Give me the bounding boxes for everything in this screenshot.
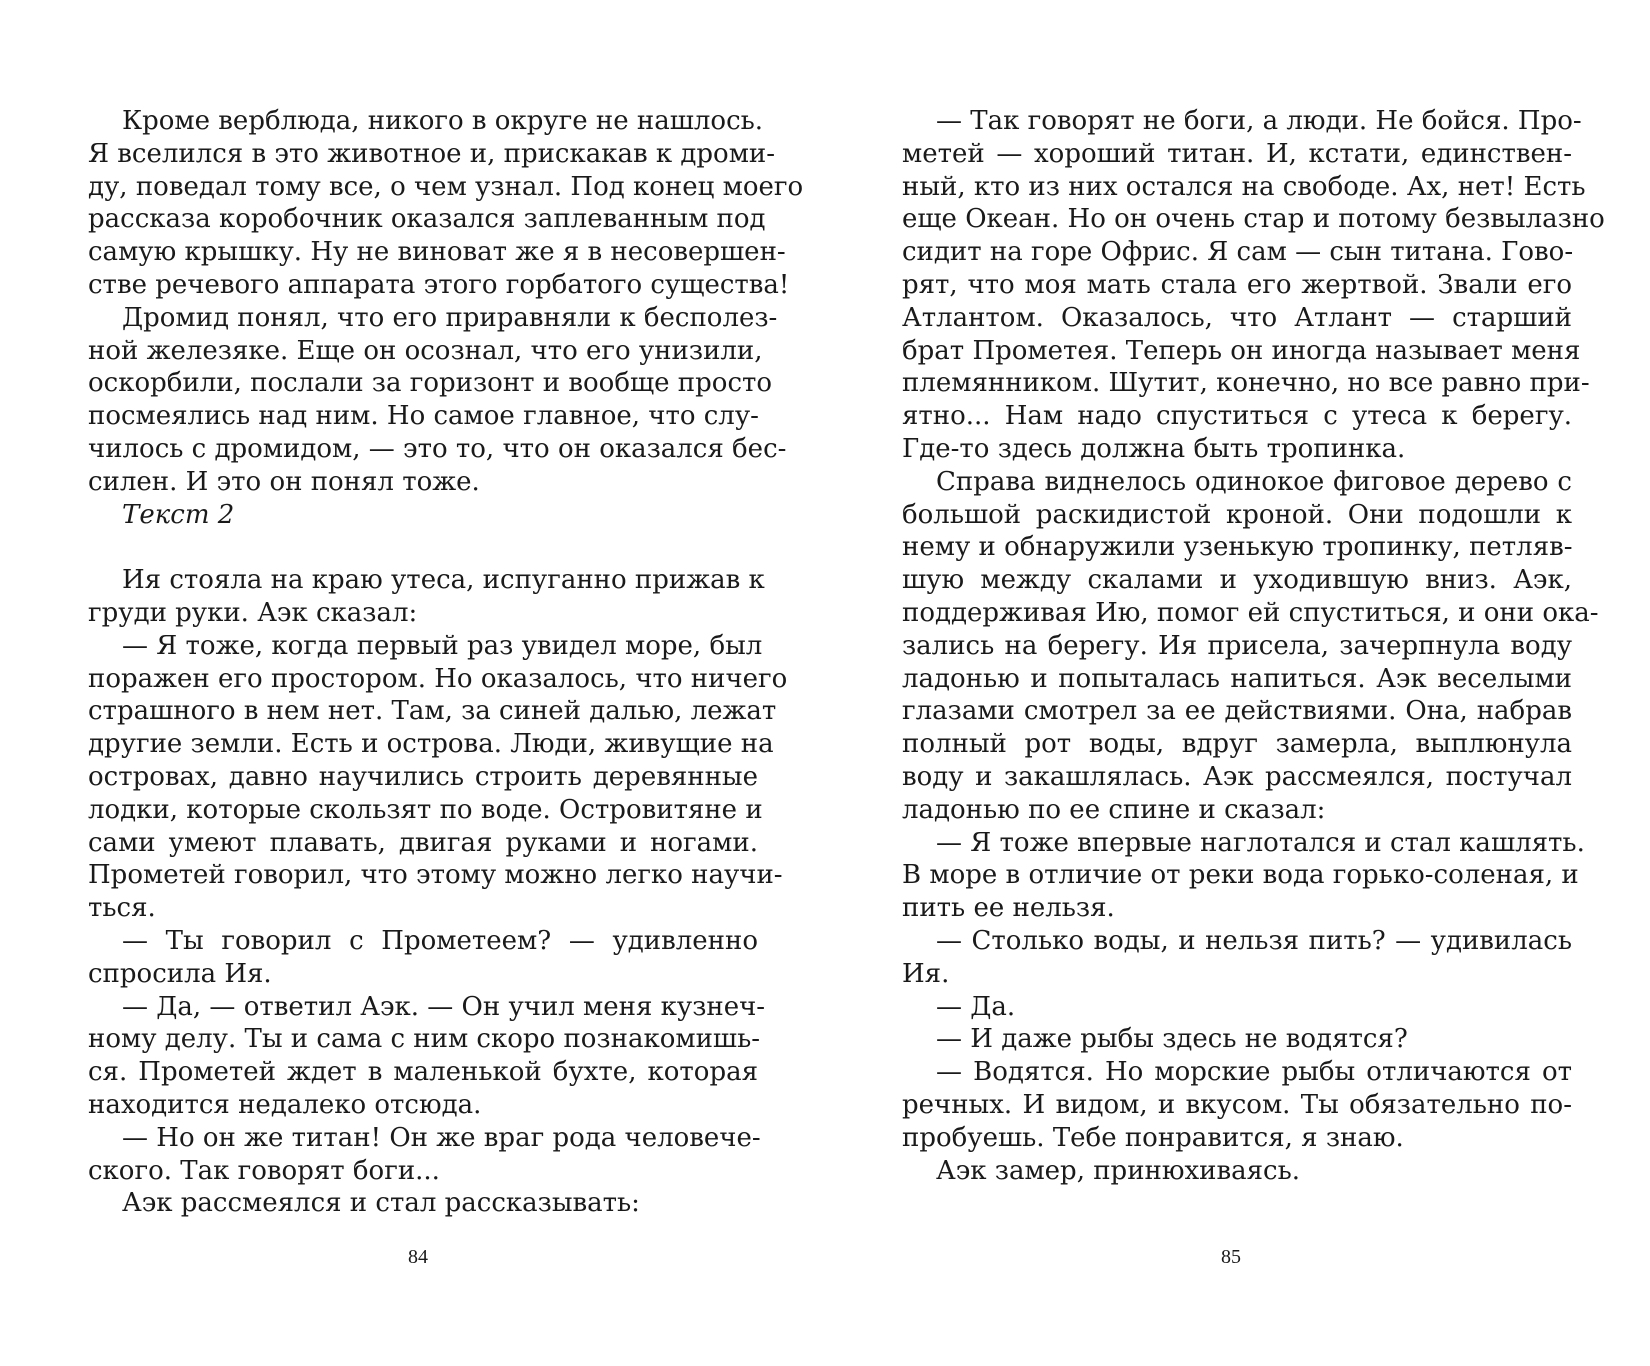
- text-line: Прометей говорил, что этому можно легко научи-: [88, 860, 783, 891]
- text-line: зались на берегу. Ия присела, зачерпнула воду: [902, 630, 1572, 661]
- text-line: большой раскидистой кроной. Они подошли к: [902, 499, 1572, 530]
- left-page-body: [88, 105, 804, 1220]
- text-line: — Так говорят не боги, а люди. Не бойся. Про-: [936, 106, 1582, 136]
- text-line: [88, 531, 758, 564]
- text-line: нему и обнаружили узенькую тропинку, петляв-: [902, 532, 1573, 563]
- text-line: страшного в нем нет. Там, за синей далью, лежат: [88, 696, 777, 727]
- text-line: метей — хороший титан. И, кстати, единствен-: [902, 138, 1572, 169]
- text-line: оскорбили, послали за горизонт и вообще просто: [88, 368, 773, 399]
- text-line: находится недалеко отсюда.: [88, 1089, 482, 1120]
- text-line: ятно... Нам надо спуститься с утеса к берегу.: [902, 401, 1572, 432]
- text-line: — Водятся. Но морские рыбы отличаются от: [936, 1057, 1572, 1088]
- text-line: речных. И видом, и вкусом. Ты обязательно по-: [902, 1089, 1572, 1120]
- text-line: Я вселился в это животное и, прискакав к дроми-: [88, 138, 776, 169]
- text-line: ться.: [88, 893, 156, 924]
- text-line: В море в отличие от реки вода горько-соленая, и: [902, 860, 1579, 891]
- text-line: груди руки. Аэк сказал:: [88, 597, 418, 628]
- text-line: поддерживая Ию, помог ей спуститься, и они ока-: [902, 597, 1599, 628]
- text-line: сами умеют плавать, двигая руками и ногами.: [88, 827, 758, 858]
- text-line: ному делу. Ты и сама с ним скоро познакомишь-: [88, 1024, 761, 1055]
- text-line: Атлантом. Оказалось, что Атлант — старший: [902, 302, 1572, 333]
- text-line: глазами смотрел за ее действиями. Она, набрав: [902, 696, 1572, 727]
- text-line: полный рот воды, вдруг замерла, выплюнула: [902, 729, 1572, 760]
- text-line: рят, что моя мать стала его жертвой. Звали его: [902, 269, 1572, 300]
- text-line: воду и закашлялась. Аэк рассмеялся, постучал: [902, 761, 1572, 792]
- text-line: чилось с дромидом, — это то, что он оказался бес-: [88, 433, 787, 464]
- text-line: Дромид понял, что его приравняли к бесполез-: [122, 302, 778, 333]
- text-line: — Я тоже, когда первый раз увидел море, был: [122, 630, 763, 661]
- text-line: ся. Прометей ждет в маленькой бухте, которая: [88, 1057, 758, 1088]
- text-line: лодки, которые скользят по воде. Островитяне и: [88, 794, 763, 825]
- text-line: — Да.: [936, 991, 1016, 1022]
- text-line: — Я тоже впервые наглотался и стал кашлять.: [936, 827, 1585, 858]
- text-line: островах, давно научились строить деревянные: [88, 761, 758, 792]
- text-line: пить ее нельзя.: [902, 893, 1115, 924]
- text-line: ладонью и попыталась напиться. Аэк веселыми: [902, 663, 1572, 694]
- text-line: пробуешь. Тебе понравится, я знаю.: [902, 1122, 1404, 1153]
- text-line: ского. Так говорят боги...: [88, 1155, 440, 1186]
- text-line: — Столько воды, и нельзя пить? — удивилась: [936, 925, 1572, 956]
- text-line: — Ты говорил с Прометеем? — удивленно: [122, 925, 758, 956]
- text-line: Где-то здесь должна быть тропинка.: [902, 433, 1406, 464]
- text-line: рассказа коробочник оказался заплеванным под: [88, 204, 766, 235]
- text-line: ной железяке. Еще он осознал, что его унизили,: [88, 335, 763, 366]
- text-line: Ия.: [902, 958, 950, 989]
- text-line: брат Прометея. Теперь он иногда называет меня: [902, 335, 1581, 366]
- right-page-number: 85: [1221, 1246, 1241, 1268]
- text-line: другие земли. Есть и острова. Люди, живущие на: [88, 729, 774, 760]
- text-line: спросила Ия.: [88, 958, 272, 989]
- text-line: Аэк рассмеялся и стал рассказывать:: [122, 1188, 640, 1219]
- text-line: Кроме верблюда, никого в округе не нашлось.: [122, 106, 764, 136]
- text-line: самую крышку. Ну не виноват же я в несовершен-: [88, 237, 786, 268]
- text-line: — Но он же титан! Он же враг рода человече-: [122, 1122, 761, 1153]
- right-page-body: [902, 105, 1605, 1187]
- text-line: поражен его простором. Но оказалось, что ничего: [88, 663, 788, 694]
- text-line: ладонью по ее спине и сказал:: [902, 794, 1326, 825]
- text-line: сидит на горе Офрис. Я сам — сын титана. Гово-: [902, 237, 1574, 268]
- left-page-number: 84: [408, 1246, 428, 1268]
- text-line: стве речевого аппарата этого горбатого существа!: [88, 269, 790, 300]
- text-line: Справа виднелось одинокое фиговое дерево с: [936, 466, 1572, 497]
- text-line: посмеялись над ним. Но самое главное, что слу-: [88, 401, 759, 432]
- text-line: шую между скалами и уходившую вниз. Аэк,: [902, 565, 1572, 596]
- text-line: — И даже рыбы здесь не водятся?: [936, 1024, 1408, 1055]
- text-line: племянником. Шутит, конечно, но все равно при-: [902, 368, 1590, 399]
- text-line: ду, поведал тому все, о чем узнал. Под конец моего: [88, 171, 804, 202]
- text-line: еще Океан. Но он очень стар и потому безвылазно: [902, 204, 1605, 235]
- text-line: Ия стояла на краю утеса, испуганно прижав к: [122, 565, 765, 596]
- text-line: — Да, — ответил Аэк. — Он учил меня кузнеч-: [122, 991, 766, 1022]
- text-line: силен. И это он понял тоже.: [88, 466, 480, 497]
- text-line: Аэк замер, принюхиваясь.: [936, 1155, 1301, 1186]
- text-line: ный, кто из них остался на свободе. Ах, нет! Есть: [902, 171, 1586, 202]
- section-heading: Текст 2: [122, 499, 235, 530]
